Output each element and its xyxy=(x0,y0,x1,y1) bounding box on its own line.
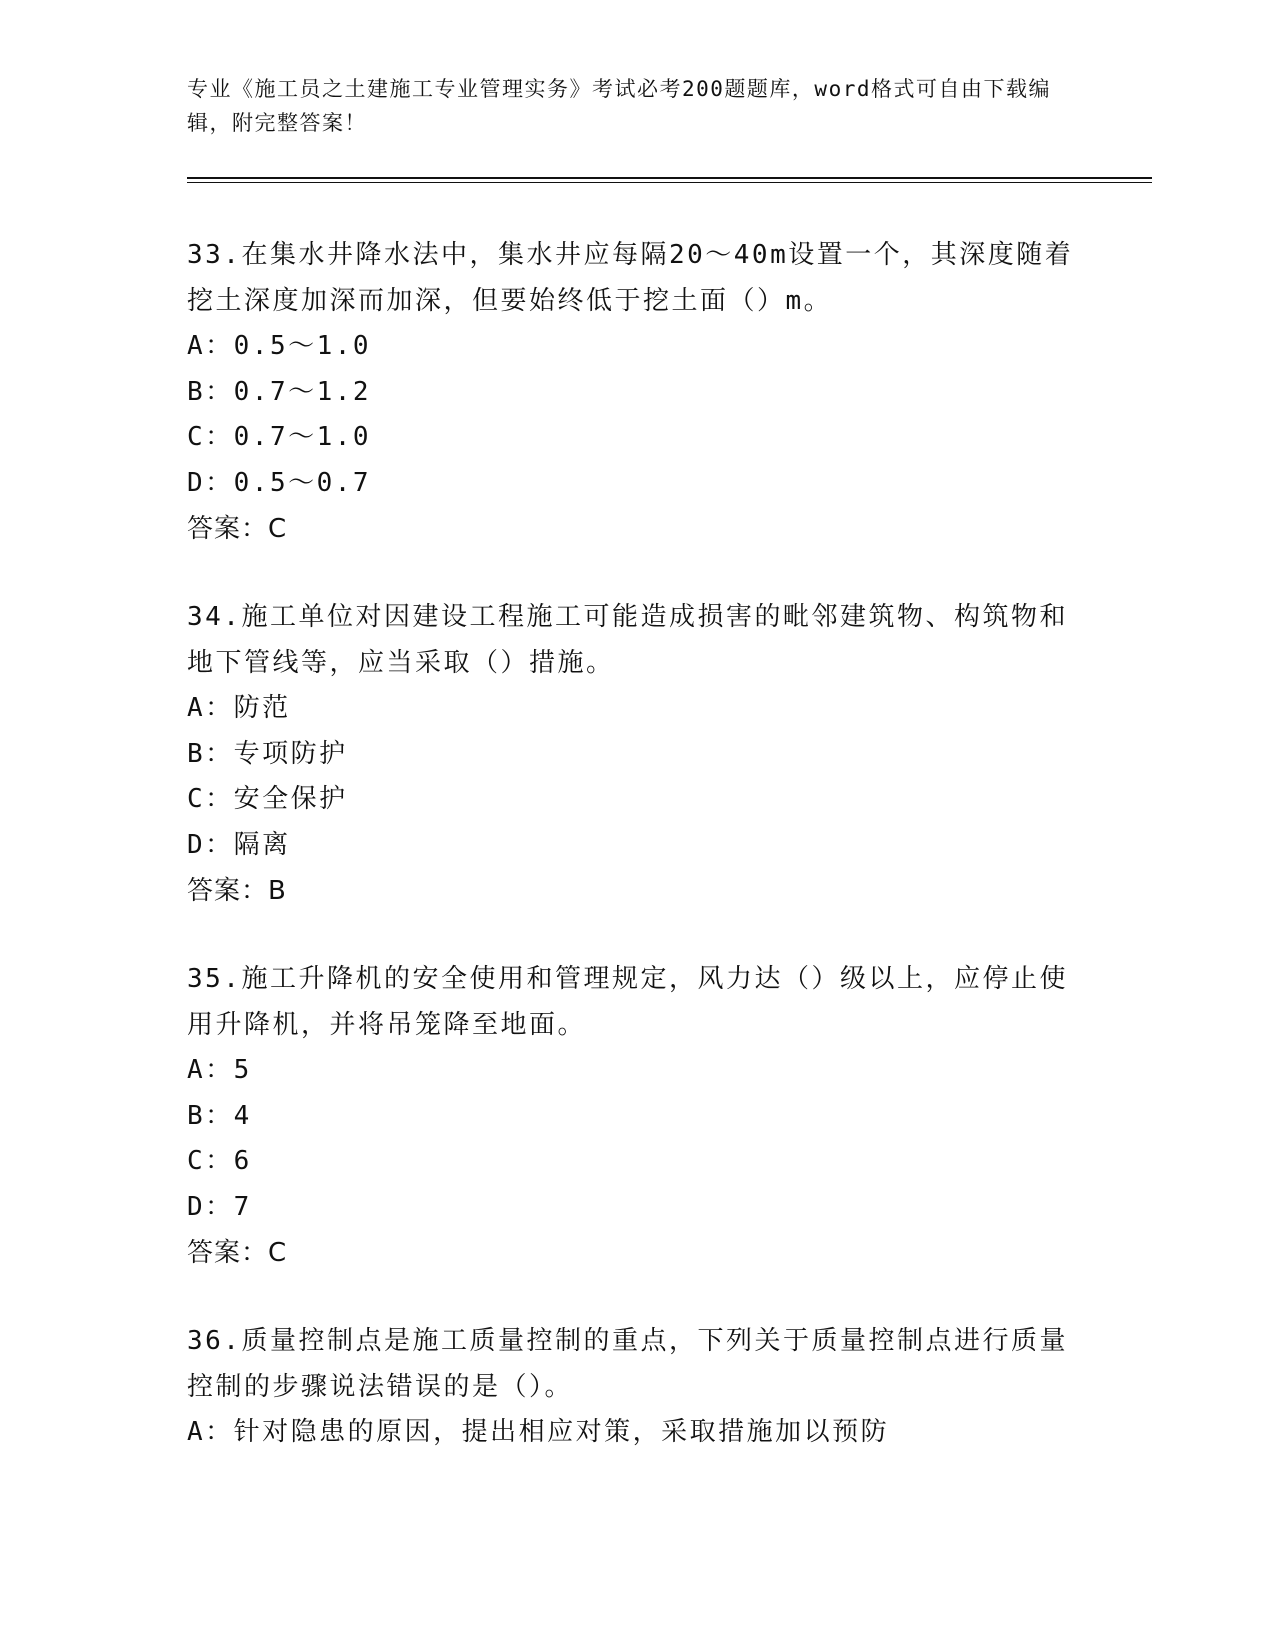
document-header: 专业《施工员之土建施工专业管理实务》考试必考200题题库，word格式可自由下载编辑，附完整答案！ xyxy=(187,77,1051,135)
header-divider-thick xyxy=(187,177,1152,179)
question-stem: 35.施工升降机的安全使用和管理规定，风力达（）级以上，应停止使用升降机，并将吊笼降至地面。 xyxy=(187,964,1068,1040)
answer-line: 答案：C xyxy=(187,514,288,544)
answer-line: 答案：C xyxy=(187,1238,288,1268)
question-33 xyxy=(187,232,1087,552)
question-stem: 33.在集水井降水法中，集水井应每隔20～40m设置一个，其深度随着挖土深度加深而加深，但要始终低于挖土面（）m。 xyxy=(187,240,1074,316)
header-divider-thin xyxy=(187,182,1152,183)
option-d: D：隔离 xyxy=(187,829,291,860)
option-d: D：0.5～0.7 xyxy=(187,467,372,498)
option-b: B：0.7～1.2 xyxy=(187,376,372,407)
question-35 xyxy=(187,956,1087,1276)
question-stem: 34.施工单位对因建设工程施工可能造成损害的毗邻建筑物、构筑物和地下管线等，应当采取（）措施。 xyxy=(187,602,1068,678)
option-c: C：6 xyxy=(187,1146,252,1176)
option-b: B：专项防护 xyxy=(187,738,348,769)
option-d: D：7 xyxy=(187,1191,252,1222)
option-a: A：0.5～1.0 xyxy=(187,331,372,361)
question-stem: 36.质量控制点是施工质量控制的重点，下列关于质量控制点进行质量控制的步骤说法错误的是（）。 xyxy=(187,1326,1068,1402)
option-c: C：0.7～1.0 xyxy=(187,422,372,452)
question-34 xyxy=(187,594,1087,914)
option-c: C：安全保护 xyxy=(187,784,348,814)
answer-line: 答案：B xyxy=(187,876,287,906)
question-36 xyxy=(187,1318,1087,1456)
question-list xyxy=(187,232,1087,1498)
option-b: B：4 xyxy=(187,1100,252,1131)
option-a: A：针对隐患的原因，提出相应对策，采取措施加以预防 xyxy=(187,1417,890,1447)
option-a: A：5 xyxy=(187,1055,252,1085)
option-a: A：防范 xyxy=(187,693,291,723)
